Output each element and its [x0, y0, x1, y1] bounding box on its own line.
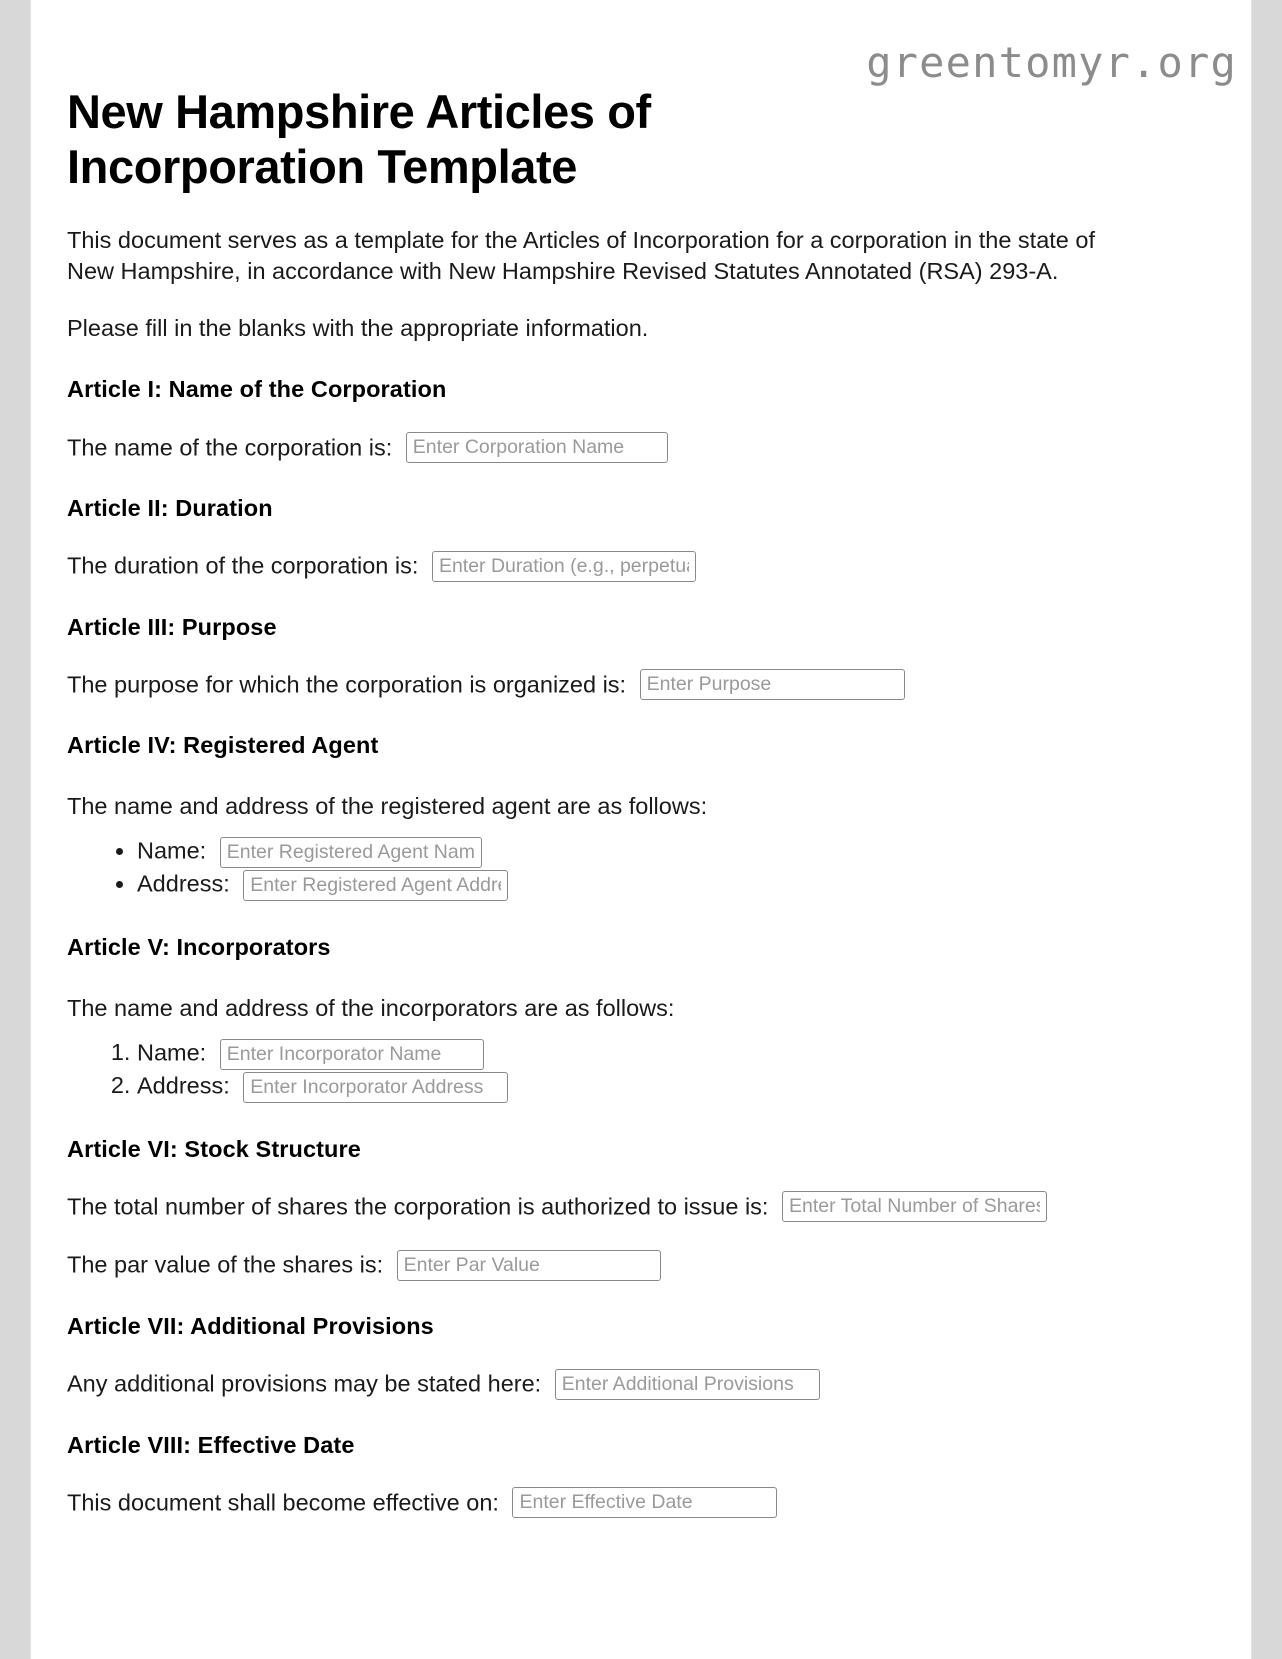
incorporator-name-input[interactable]	[220, 1039, 484, 1070]
article-vii-heading: Article VII: Additional Provisions	[67, 1312, 434, 1339]
duration-label: The duration of the corporation is:	[67, 552, 419, 579]
duration-row	[67, 523, 1185, 581]
list-item	[137, 1071, 1185, 1104]
corporation-name-label: The name of the corporation is:	[67, 434, 393, 461]
incorporator-address-label: Address:	[137, 1072, 230, 1099]
total-shares-input[interactable]	[782, 1191, 1047, 1222]
effective-date-input[interactable]	[512, 1487, 777, 1518]
intro-paragraph-2: Please fill in the blanks with the appropriate information.	[67, 314, 649, 341]
article-i-heading: Article I: Name of the Corporation	[67, 375, 447, 402]
agent-name-label: Name:	[137, 837, 207, 864]
additional-provisions-label: Any additional provisions may be stated here:	[67, 1370, 542, 1397]
document-content	[67, 0, 1185, 1518]
article-iii-heading: Article III: Purpose	[67, 613, 277, 640]
corporation-name-input[interactable]	[406, 432, 668, 463]
incorporator-name-label: Name:	[137, 1039, 207, 1066]
par-value-label: The par value of the shares is:	[67, 1251, 384, 1278]
registered-agent-intro: The name and address of the registered agent are as follows:	[67, 793, 708, 820]
additional-provisions-input[interactable]	[555, 1369, 820, 1400]
document-page	[30, 0, 1252, 1659]
additional-provisions-row	[67, 1341, 1185, 1399]
article-viii-heading: Article VIII: Effective Date	[67, 1431, 355, 1458]
intro-paragraph-1: This document serves as a template for the Articles of Incorporation for a corporation in the state of New Hampshire, in accordance with New Hampshire Revised Statutes Annotated (RSA) 293-A.	[67, 226, 1095, 284]
incorporator-address-input[interactable]	[243, 1072, 508, 1103]
purpose-row	[67, 642, 1185, 700]
article-vi-heading: Article VI: Stock Structure	[67, 1135, 361, 1162]
article-v-heading: Article V: Incorporators	[67, 934, 331, 961]
article-iv-heading: Article IV: Registered Agent	[67, 732, 379, 759]
incorporators-intro: The name and address of the incorporators are as follows:	[67, 994, 675, 1021]
total-shares-row	[67, 1164, 1185, 1222]
page-title: New Hampshire Articles of Incorporation Template	[67, 85, 651, 194]
list-item	[137, 869, 1185, 902]
par-value-row	[67, 1222, 1185, 1280]
site-watermark: greentomyr.org	[866, 38, 1237, 87]
agent-address-label: Address:	[137, 870, 230, 897]
article-ii-heading: Article II: Duration	[67, 494, 273, 521]
total-shares-label: The total number of shares the corporation is authorized to issue is:	[67, 1193, 769, 1220]
duration-input[interactable]	[432, 551, 696, 582]
agent-name-input[interactable]	[220, 837, 482, 868]
registered-agent-list	[67, 822, 1185, 902]
list-item	[137, 836, 1185, 869]
corporation-name-row	[67, 405, 1185, 463]
incorporators-list	[67, 1024, 1185, 1104]
list-item	[137, 1038, 1185, 1071]
purpose-input[interactable]	[640, 669, 905, 700]
agent-address-input[interactable]	[243, 870, 508, 901]
effective-date-label: This document shall become effective on:	[67, 1489, 499, 1516]
purpose-label: The purpose for which the corporation is organized is:	[67, 671, 627, 698]
effective-date-row	[67, 1460, 1185, 1518]
par-value-input[interactable]	[397, 1250, 661, 1281]
